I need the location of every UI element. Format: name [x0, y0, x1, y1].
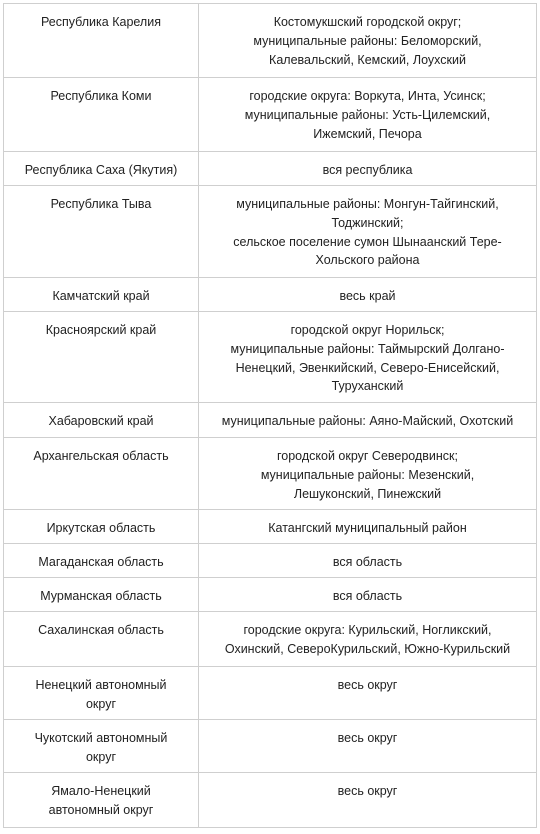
areas-cell: весь округ [199, 773, 537, 827]
areas-cell: вся область [199, 578, 537, 611]
areas-cell: весь округ [199, 720, 537, 772]
table-row [4, 510, 537, 544]
areas-cell: вся область [199, 544, 537, 577]
region-cell: Камчатский край [4, 278, 199, 311]
areas-cell: Костомукшский городской округ; муниципальные районы: Беломорский, Калевальский, Кемский, Лоухский [199, 4, 537, 77]
table-row [4, 773, 537, 828]
region-cell: Архангельская область [4, 438, 199, 509]
areas-cell: муниципальные районы: Аяно-Майский, Охотский [199, 403, 537, 437]
table-row [4, 152, 537, 186]
table-row [4, 4, 537, 78]
areas-cell: городские округа: Курильский, Ногликский, Охинский, СевероКурильский, Южно-Курильский [199, 612, 537, 666]
table-row [4, 403, 537, 438]
table-row [4, 612, 537, 667]
areas-cell: муниципальные районы: Монгун-Тайгинский, Тоджинский; сельское поселение сумон Шынаанский Тере- Хольского района [199, 186, 537, 277]
regions-table [3, 3, 537, 828]
table-row [4, 186, 537, 278]
region-cell: Хабаровский край [4, 403, 199, 437]
region-cell: Республика Коми [4, 78, 199, 151]
region-cell: Мурманская область [4, 578, 199, 611]
table-row [4, 438, 537, 510]
table-row [4, 544, 537, 578]
table-row [4, 312, 537, 403]
region-cell: Чукотский автономный округ [4, 720, 199, 772]
region-cell: Сахалинская область [4, 612, 199, 666]
areas-cell: городские округа: Воркута, Инта, Усинск; муниципальные районы: Усть-Цилемский, Ижемский, Печора [199, 78, 537, 151]
areas-cell: вся республика [199, 152, 537, 185]
areas-cell: весь округ [199, 667, 537, 719]
table-row [4, 667, 537, 720]
areas-cell: Катангский муниципальный район [199, 510, 537, 543]
region-cell: Иркутская область [4, 510, 199, 543]
region-cell: Красноярский край [4, 312, 199, 402]
table-row [4, 578, 537, 612]
areas-cell: городской округ Норильск; муниципальные районы: Таймырский Долгано- Ненецкий, Эвенкийский, Северо-Енисейский, Туруханский [199, 312, 537, 402]
region-cell: Республика Карелия [4, 4, 199, 77]
areas-cell: весь край [199, 278, 537, 311]
region-cell: Ненецкий автономный округ [4, 667, 199, 719]
region-cell: Республика Тыва [4, 186, 199, 277]
region-cell: Республика Саха (Якутия) [4, 152, 199, 185]
table-row [4, 278, 537, 312]
table-row [4, 78, 537, 152]
areas-cell: городской округ Северодвинск; муниципальные районы: Мезенский, Лешуконский, Пинежский [199, 438, 537, 509]
region-cell: Ямало-Ненецкий автономный округ [4, 773, 199, 827]
table-row [4, 720, 537, 773]
region-cell: Магаданская область [4, 544, 199, 577]
